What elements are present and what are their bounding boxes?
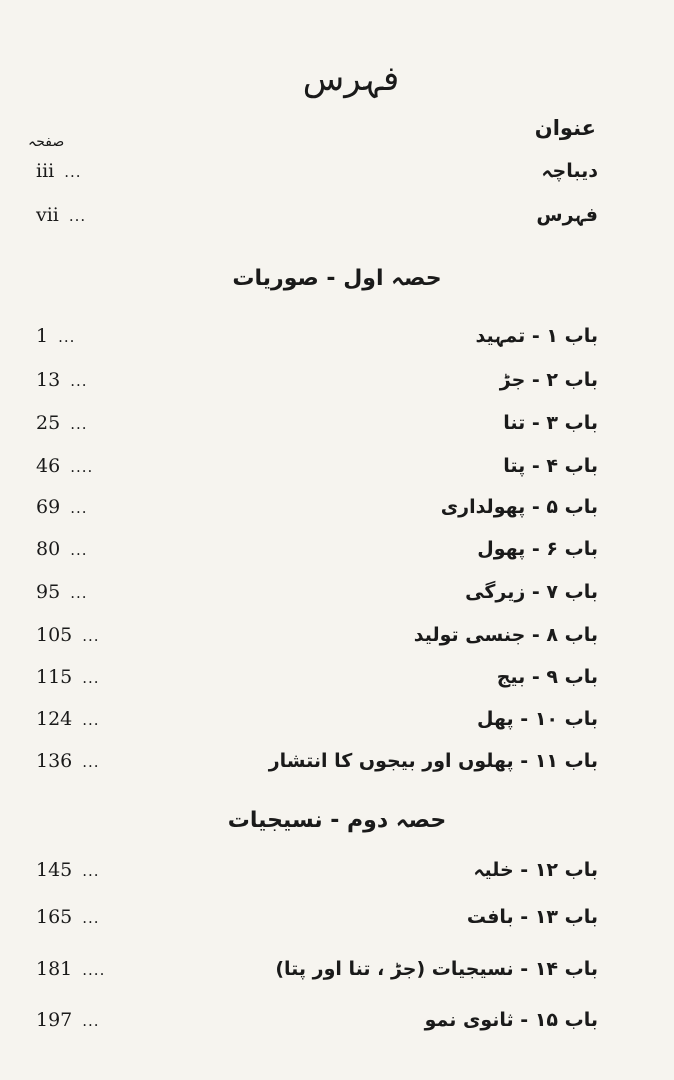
entry-page: 197 ... — [36, 1009, 100, 1031]
entry-page: 115 ... — [36, 666, 100, 688]
entry-title: باب ۱۵ - ثانوی نمو — [424, 1009, 598, 1031]
toc-entry-ch3 — [0, 412, 674, 452]
toc-entry-ch15 — [0, 1009, 674, 1049]
entry-page: 13 ... — [36, 369, 88, 391]
entry-page: iii ... — [36, 160, 82, 182]
entry-page: 95 ... — [36, 581, 88, 603]
entry-title: باب ۲ - جڑ — [499, 369, 598, 391]
entry-page: vii ... — [36, 204, 87, 226]
entry-page: 124 ... — [36, 708, 100, 730]
toc-entry-preface — [0, 160, 674, 200]
part1-heading: حصہ اول - صوریات — [232, 266, 442, 291]
entry-title: باب ۴ - پتا — [503, 455, 598, 477]
toc-entry-ch2 — [0, 369, 674, 409]
toc-entry-ch1 — [0, 325, 674, 365]
toc-entry-ch4 — [0, 455, 674, 495]
entry-title: باب ۷ - زیرگی — [465, 581, 598, 603]
part2-heading: حصہ دوم - نسیجیات — [227, 808, 447, 833]
entry-title: فہرس — [536, 204, 598, 226]
entry-page: 105 ... — [36, 624, 100, 646]
entry-title: باب ۱۴ - نسیجیات (جڑ ، تنا اور پتا) — [275, 958, 598, 980]
toc-entry-contents — [0, 204, 674, 244]
entry-page: 25 ... — [36, 412, 88, 434]
page-title: فہرس — [302, 59, 400, 99]
entry-page: 80 ... — [36, 538, 88, 560]
toc-entry-ch12 — [0, 859, 674, 899]
column-header-page: صفحہ — [28, 134, 65, 150]
entry-page: 46 .... — [36, 455, 94, 477]
toc-entry-ch11 — [0, 750, 674, 790]
entry-title: باب ۹ - بیج — [496, 666, 598, 688]
entry-title: باب ۱ - تمہید — [475, 325, 598, 347]
entry-title: باب ۱۲ - خلیہ — [473, 859, 598, 881]
toc-entry-ch10 — [0, 708, 674, 748]
entry-title: دیباچہ — [541, 160, 598, 182]
entry-title: باب ۵ - پھولداری — [440, 496, 598, 518]
toc-entry-ch6 — [0, 538, 674, 578]
toc-entry-ch9 — [0, 666, 674, 706]
entry-page: 69 ... — [36, 496, 88, 518]
toc-entry-ch5 — [0, 496, 674, 536]
entry-page: 165 ... — [36, 906, 100, 928]
column-header-title: عنوان — [534, 116, 596, 140]
entry-page: 1 ... — [36, 325, 76, 347]
entry-title: باب ۸ - جنسی تولید — [413, 624, 598, 646]
toc-entry-ch13 — [0, 906, 674, 946]
toc-entry-ch8 — [0, 624, 674, 664]
entry-page: 136 ... — [36, 750, 100, 772]
toc-entry-ch7 — [0, 581, 674, 621]
entry-title: باب ۱۰ - پھل — [477, 708, 598, 730]
entry-title: باب ۳ - تنا — [503, 412, 598, 434]
entry-title: باب ۶ - پھول — [477, 538, 598, 560]
toc-entry-ch14 — [0, 958, 674, 998]
entry-page: 145 ... — [36, 859, 100, 881]
entry-page: 181 .... — [36, 958, 106, 980]
entry-title: باب ۱۱ - پھلوں اور بیجوں کا انتشار — [268, 750, 598, 772]
entry-title: باب ۱۳ - بافت — [466, 906, 598, 928]
